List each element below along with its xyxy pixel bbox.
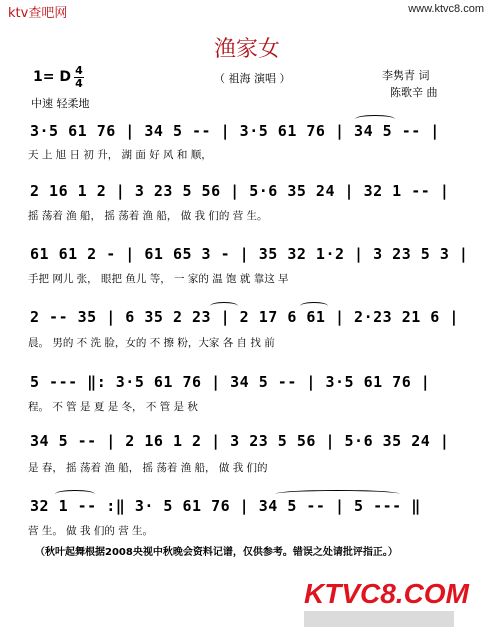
time-signature bbox=[74, 66, 84, 89]
lyrics-line-6: 是 春， 摇 荡着 渔 船， 摇 荡着 渔 船， 做 我 们的 bbox=[28, 462, 268, 474]
slur-arc bbox=[300, 302, 328, 310]
notation-line-4: 2 -- 35 | 6 35 2 23 | 2 17 6 61 | 2·23 21 6 | bbox=[30, 308, 459, 326]
notation-line-7: 32 1 -- :‖ 3· 5 61 76 | 34 5 -- | 5 --- ‖ bbox=[30, 497, 421, 515]
key-signature: 1= D bbox=[33, 69, 71, 85]
composer-credit: 陈歌辛 曲 bbox=[390, 86, 438, 99]
tie-arc bbox=[355, 115, 395, 123]
tie-arc bbox=[275, 490, 400, 498]
notation-line-2: 2 16 1 2 | 3 23 5 56 | 5·6 35 24 | 32 1 -- | bbox=[30, 182, 450, 200]
notation-line-3: 61 61 2 - | 61 65 3 - | 35 32 1·2 | 3 23 5 3 | bbox=[30, 245, 469, 263]
lyrics-line-3: 手把 网儿 张， 眼把 鱼儿 等， 一 家的 温 饱 就 靠这 早 bbox=[28, 273, 289, 285]
singer-credit: （ 祖海 演唱 ） bbox=[214, 72, 291, 85]
song-title: 渔家女 bbox=[213, 37, 280, 62]
notation-line-1: 3·5 61 76 | 34 5 -- | 3·5 61 76 | 34 5 -- | bbox=[30, 122, 440, 140]
site-url-right: www.ktvc8.com bbox=[408, 3, 484, 15]
logo-reflection bbox=[300, 603, 470, 633]
notation-line-6: 34 5 -- | 2 16 1 2 | 3 23 5 56 | 5·6 35 24 | bbox=[30, 432, 450, 450]
footnote: （秋叶起舞根据2008央视中秋晚会资料记谱，仅供参考。错误之处请批评指正。） bbox=[35, 547, 398, 558]
logo-text: KTVC8.COM bbox=[304, 578, 469, 609]
slur-arc bbox=[55, 490, 95, 498]
lyrics-line-4: 晨。 男的 不 洗 脸，女的 不 擦 粉，大家 各 自 找 前 bbox=[28, 337, 275, 349]
lyrics-line-2: 摇 荡着 渔 船， 摇 荡着 渔 船， 做 我 们的 营 生。 bbox=[28, 210, 268, 222]
lyricist-credit: 李隽青 词 bbox=[382, 69, 430, 82]
slur-arc bbox=[210, 302, 238, 310]
site-name-left: ktv查吧网 bbox=[8, 6, 68, 21]
lyrics-line-5: 程。 不 管 是 夏 是 冬， 不 管 是 秋 bbox=[28, 401, 198, 413]
notation-line-5: 5 --- ‖: 3·5 61 76 | 34 5 -- | 3·5 61 76 | bbox=[30, 373, 431, 391]
lyrics-line-7: 营 生。 做 我 们的 营 生。 bbox=[28, 525, 154, 537]
logo-reflection-shape bbox=[304, 611, 454, 627]
time-signature-top: 4 bbox=[75, 64, 83, 77]
lyrics-line-1: 天 上 旭 日 初 升， 湖 面 好 风 和 顺， bbox=[28, 149, 212, 161]
tempo-marking: 中速 轻柔地 bbox=[31, 97, 90, 110]
time-signature-bottom: 4 bbox=[75, 77, 83, 90]
